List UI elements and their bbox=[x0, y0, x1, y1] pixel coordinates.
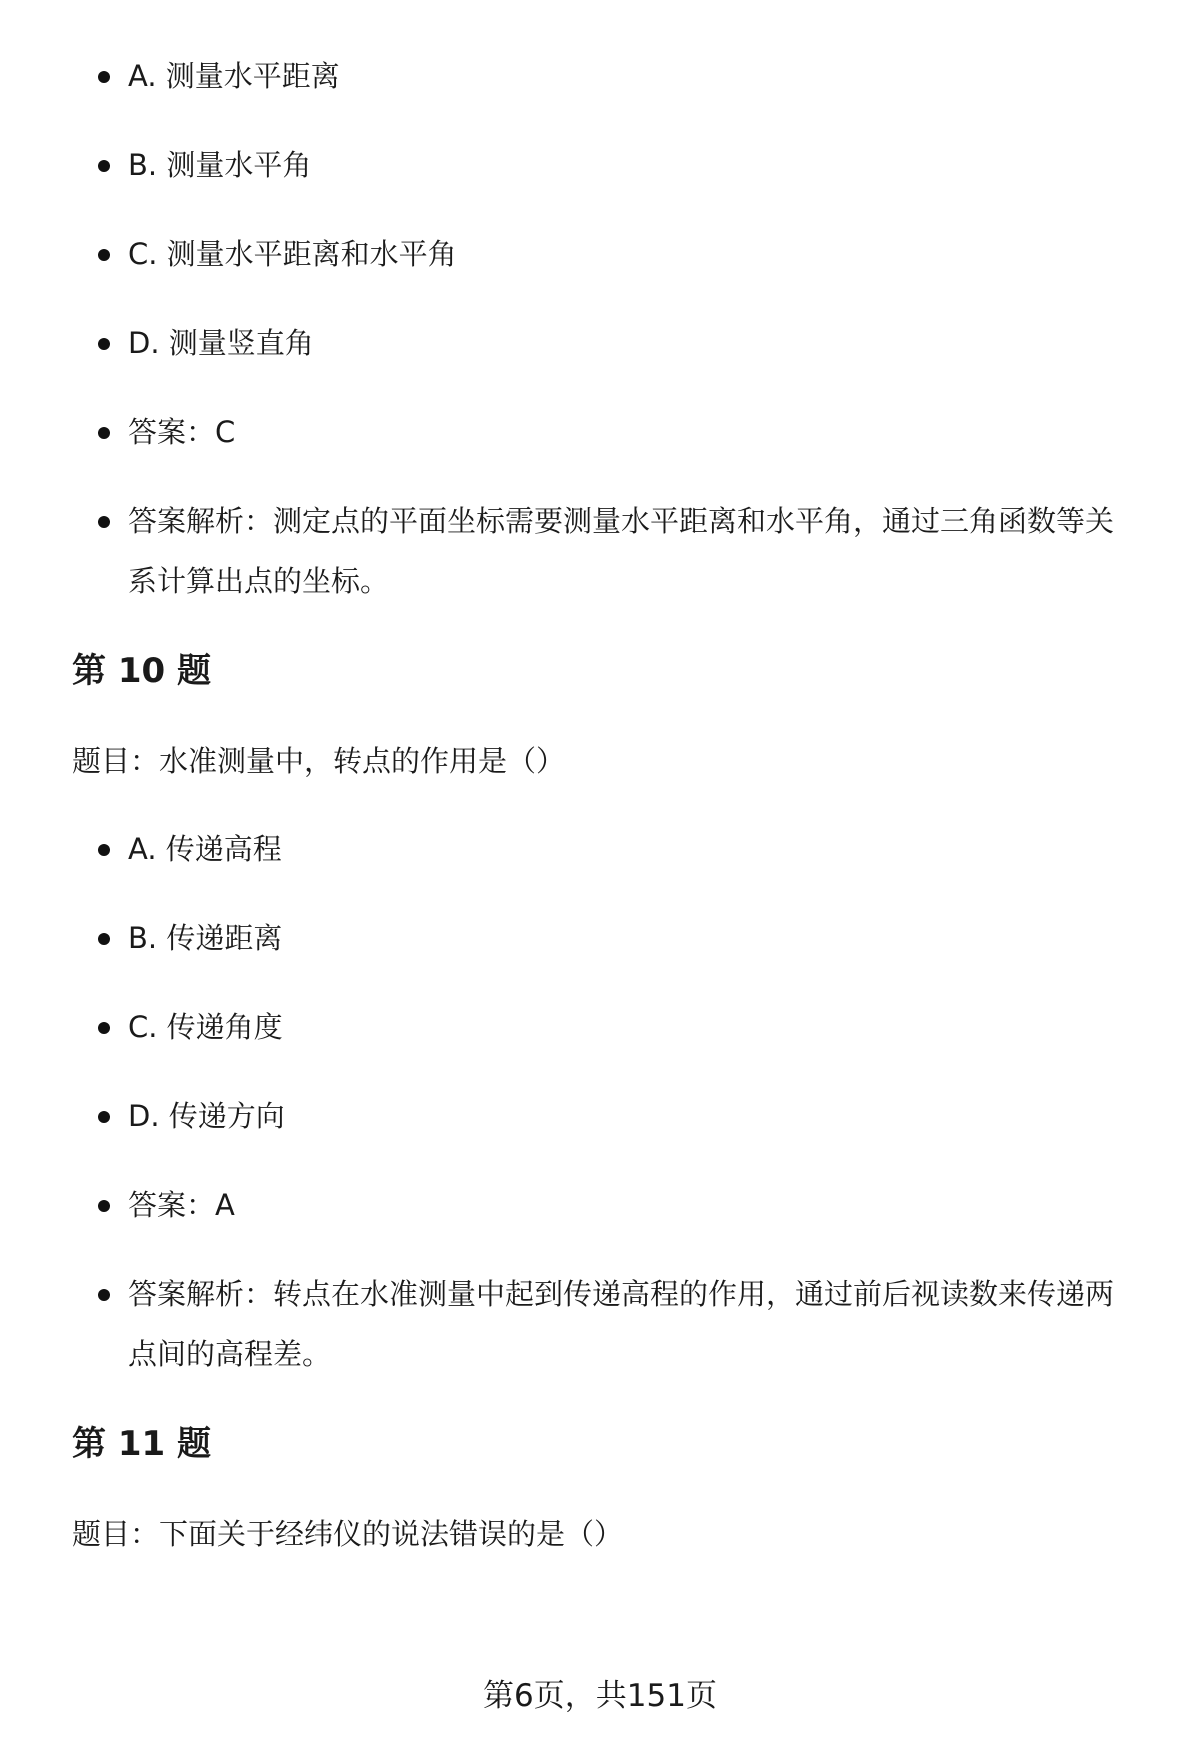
q10-option-d: D. 传递方向 bbox=[72, 1086, 1142, 1146]
q10-option-c: C. 传递角度 bbox=[72, 997, 1142, 1057]
q9-explanation: 答案解析：测定点的平面坐标需要测量水平距离和水平角，通过三角函数等关系计算出点的坐标。 bbox=[72, 491, 1142, 611]
page-content bbox=[72, 46, 1142, 1592]
q10-option-b: B. 传递距离 bbox=[72, 908, 1142, 968]
q9-option-list bbox=[72, 46, 1142, 611]
q9-option-a: A. 测量水平距离 bbox=[72, 46, 1142, 106]
q10-stem: 题目：水准测量中，转点的作用是（） bbox=[72, 744, 566, 778]
q9-option-b: B. 测量水平角 bbox=[72, 135, 1142, 195]
q11-heading: 第 11 题 bbox=[72, 1424, 211, 1464]
q10-explanation: 答案解析：转点在水准测量中起到传递高程的作用，通过前后视读数来传递两点间的高程差。 bbox=[72, 1264, 1142, 1384]
q9-answer: 答案：C bbox=[72, 402, 1142, 462]
q10-option-a: A. 传递高程 bbox=[72, 819, 1142, 879]
q10-answer: 答案：A bbox=[72, 1175, 1142, 1235]
q10-heading: 第 10 题 bbox=[72, 651, 211, 691]
page-number-footer: 第6页，共151页 bbox=[483, 1678, 717, 1714]
q11-stem: 题目：下面关于经纬仪的说法错误的是（） bbox=[72, 1517, 624, 1551]
q9-option-c: C. 测量水平距离和水平角 bbox=[72, 224, 1142, 284]
q10-option-list bbox=[72, 819, 1142, 1384]
q9-option-d: D. 测量竖直角 bbox=[72, 313, 1142, 373]
